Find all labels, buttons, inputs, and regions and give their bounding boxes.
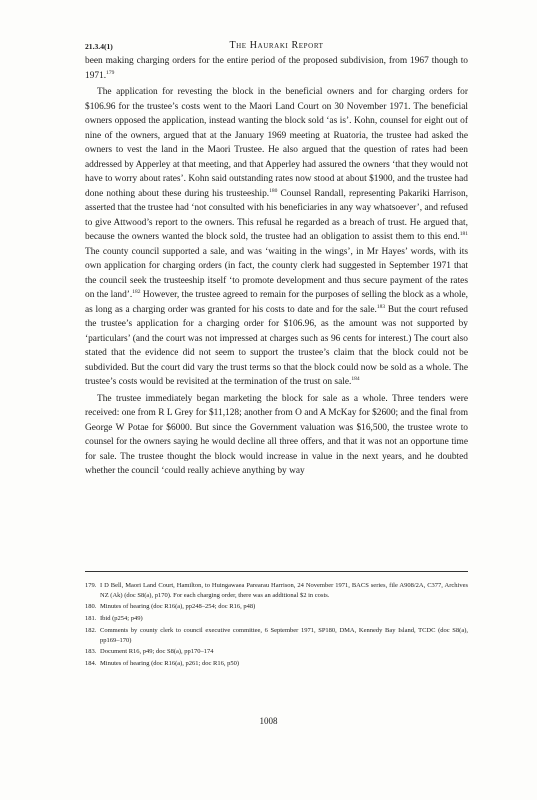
footnote-text: Comments by county clerk to council executive committee, 6 September 1971, SP180, DMA, Kennedy Bay Island, TCDC (doc S8(a), pp169–170) — [100, 626, 468, 644]
footnote-text: Minutes of hearing (doc R16(a), p261; doc R16, p50) — [100, 659, 240, 667]
footnote-number: 180. — [85, 603, 97, 611]
footnote-text: Minutes of hearing (doc R16(a), pp248–254; doc R16, p48) — [100, 603, 256, 611]
section-number: 21.3.4(1) — [85, 42, 113, 51]
footnote — [85, 659, 468, 669]
running-header — [85, 40, 468, 54]
footnote-ref[interactable]: 182 — [132, 289, 141, 295]
page-number: 1008 — [259, 716, 278, 726]
footnotes — [85, 581, 468, 671]
paragraph: been making charging orders for the entire period of the proposed subdivision, from 1967 though to 1971.$^{179}$ — [85, 56, 468, 81]
footnote-number: 181. — [85, 615, 97, 623]
footnote-text: I D Bell, Maori Land Court, Hamilton, to Huingawaea Parearau Harrison, 24 November 1971, BACS series, file A908/2A, C377, Archives NZ (Ak) (doc S8(a), p170). For each charging order, there was an additional $2 in costs. — [100, 582, 468, 599]
running-title: The Hauraki Report — [229, 40, 324, 51]
footnote-number: 182. — [85, 626, 97, 634]
footnote — [85, 647, 468, 657]
footnote-ref[interactable]: 184 — [351, 376, 360, 382]
footnote — [85, 626, 468, 645]
paragraph: The application for revesting the block in the beneficial owners and for charging orders for $106.96 for the trustee’s costs went to the Maori Land Court on 30 November 1971. The beneficial owners opposed the application, instead wanting the block sold ‘as is’. Kohn, counsel for eight out of nine of the owners, argued that at the January 1969 meeting at Ruatoria, the trustee had asked the owners to vest the land in the Maori Trustee. He also argued that the question of rates had been addressed by Apperley at that meeting, and that Apperley had assured the owners ‘that they would not have to worry about rates’. Kohn said outstanding rates now stood at about $1900, and the trustee had done nothing about these during his trusteeship.$^{180}$ Counsel Randall, representing Pakariki Harrison, asserted that the trustee had ‘not consulted with his beneficiaries in any way whatsoever’, and refused to give Attwood’s report to the owners. This refusal he regarded as a breach of trust. He argued that, because the owners wanted the block sold, the trustee had an obligation to assist them to this end.$^{181}$ The county council supported a sale, and was ‘waiting in the wings’, in Mr Hayes’ words, with its own application for charging orders (in fact, the county clerk had suggested in September 1971 that the council seek the trusteeship itself ‘to promote development and thus secure payment of the rates on the land’.$^{182}$ However, the trustee agreed to remain for the purposes of selling the block as a whole, as long as a charging order was granted for his costs to date and for the sale.$^{183}$ But the court refused the trustee’s application for a charging order for $106.96, as the amount was not supported by ‘particulars’ (and the court was not impressed at charges such as 96 cents for interest.) The court also stated that the evidence did not seem to support the trustee’s claim that the block could not be subdivided. But the court did vary the trust terms so that the block could now be sold as a whole. The trustee’s costs would be revisited at the termination of the trust on sale.$^{184}$ — [85, 87, 469, 387]
footnote-ref[interactable]: 180 — [269, 187, 278, 194]
footnote — [85, 614, 468, 624]
footnote-text: Ibid (p254; p49) — [100, 615, 143, 623]
footnote-ref[interactable]: 183 — [376, 303, 386, 310]
footnote — [85, 602, 468, 612]
footnote-text: Document R16, p49; doc S8(a), pp170–174 — [100, 648, 214, 656]
footnote-divider — [85, 571, 468, 572]
footnote-number: 183. — [85, 648, 97, 656]
footnote-number: 179. — [85, 582, 97, 589]
footnote-ref[interactable]: 181 — [459, 231, 468, 237]
body-text — [85, 54, 468, 479]
footnote-number: 184. — [85, 659, 97, 667]
footnote — [85, 581, 468, 600]
paragraph: The trustee immediately began marketing the block for sale as a whole. Three tenders were received: one from R L Grey for $11,128; another from O and A McKay for $2600; and the final from George W Potae for $6000. But since the Government valuation was $16,500, the trustee wrote to counsel for the owners saying he would decline all three offers, and that it was not an opportune time for sale. The trustee thought the block would increase in value in the next years, and he doubted whether the council ‘could really achieve anything by way — [85, 393, 468, 476]
footnote-ref[interactable]: 179 — [106, 69, 115, 76]
